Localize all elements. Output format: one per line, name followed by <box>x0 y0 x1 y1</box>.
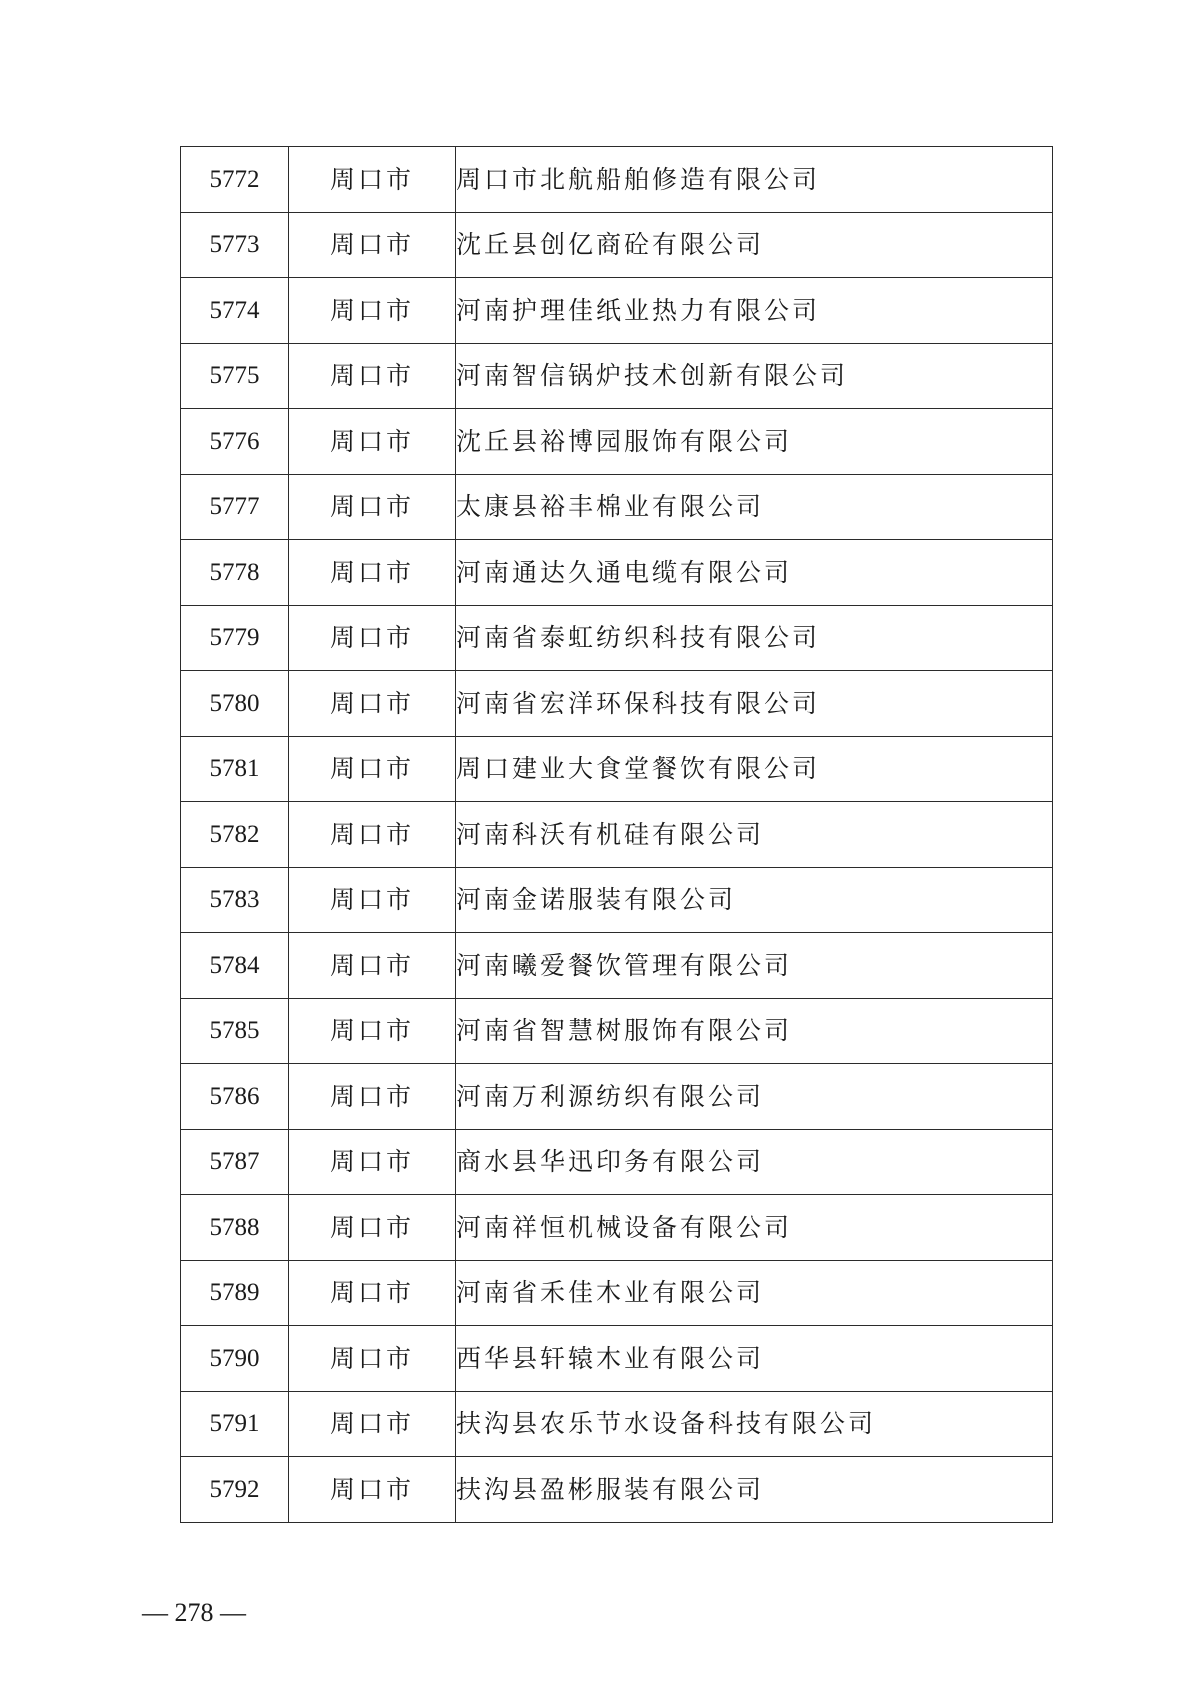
row-number-cell: 5778 <box>181 540 289 606</box>
city-cell: 周口市 <box>289 212 456 278</box>
table-row <box>181 1260 1053 1326</box>
company-name-cell: 河南护理佳纸业热力有限公司 <box>456 278 1053 344</box>
row-number-cell: 5790 <box>181 1326 289 1392</box>
table-row <box>181 1391 1053 1457</box>
city-cell: 周口市 <box>289 409 456 475</box>
table-row <box>181 409 1053 475</box>
company-name-cell: 河南金诺服装有限公司 <box>456 867 1053 933</box>
company-name-cell: 周口建业大食堂餐饮有限公司 <box>456 736 1053 802</box>
company-name-cell: 河南省宏洋环保科技有限公司 <box>456 671 1053 737</box>
row-number-cell: 5772 <box>181 147 289 213</box>
row-number-cell: 5774 <box>181 278 289 344</box>
city-cell: 周口市 <box>289 1391 456 1457</box>
row-number-cell: 5792 <box>181 1457 289 1523</box>
company-name-cell: 扶沟县农乐节水设备科技有限公司 <box>456 1391 1053 1457</box>
company-name-cell: 河南万利源纺织有限公司 <box>456 1064 1053 1130</box>
company-name-cell: 河南省禾佳木业有限公司 <box>456 1260 1053 1326</box>
company-name-cell: 河南智信锅炉技术创新有限公司 <box>456 343 1053 409</box>
row-number-cell: 5779 <box>181 605 289 671</box>
row-number-cell: 5775 <box>181 343 289 409</box>
row-number-cell: 5782 <box>181 802 289 868</box>
table-row <box>181 1129 1053 1195</box>
table-row <box>181 671 1053 737</box>
city-cell: 周口市 <box>289 474 456 540</box>
company-name-cell: 西华县轩辕木业有限公司 <box>456 1326 1053 1392</box>
row-number-cell: 5787 <box>181 1129 289 1195</box>
table-row <box>181 802 1053 868</box>
company-name-cell: 太康县裕丰棉业有限公司 <box>456 474 1053 540</box>
row-number-cell: 5780 <box>181 671 289 737</box>
company-list-table <box>180 146 1053 1523</box>
table-row <box>181 933 1053 999</box>
row-number-cell: 5789 <box>181 1260 289 1326</box>
row-number-cell: 5777 <box>181 474 289 540</box>
table-row <box>181 736 1053 802</box>
row-number-cell: 5791 <box>181 1391 289 1457</box>
table-row <box>181 278 1053 344</box>
page-number: — 278 — <box>142 1598 246 1627</box>
row-number-cell: 5786 <box>181 1064 289 1130</box>
city-cell: 周口市 <box>289 671 456 737</box>
company-name-cell: 周口市北航船舶修造有限公司 <box>456 147 1053 213</box>
city-cell: 周口市 <box>289 278 456 344</box>
city-cell: 周口市 <box>289 933 456 999</box>
city-cell: 周口市 <box>289 736 456 802</box>
company-name-cell: 河南省智慧树服饰有限公司 <box>456 998 1053 1064</box>
company-name-cell: 河南科沃有机硅有限公司 <box>456 802 1053 868</box>
row-number-cell: 5781 <box>181 736 289 802</box>
row-number-cell: 5788 <box>181 1195 289 1261</box>
table-row <box>181 605 1053 671</box>
row-number-cell: 5784 <box>181 933 289 999</box>
city-cell: 周口市 <box>289 867 456 933</box>
row-number-cell: 5785 <box>181 998 289 1064</box>
table-row <box>181 212 1053 278</box>
city-cell: 周口市 <box>289 1260 456 1326</box>
city-cell: 周口市 <box>289 1195 456 1261</box>
table-row <box>181 1457 1053 1523</box>
city-cell: 周口市 <box>289 605 456 671</box>
city-cell: 周口市 <box>289 343 456 409</box>
company-name-cell: 河南曦爱餐饮管理有限公司 <box>456 933 1053 999</box>
row-number-cell: 5776 <box>181 409 289 475</box>
table-row <box>181 867 1053 933</box>
city-cell: 周口市 <box>289 998 456 1064</box>
company-name-cell: 河南省泰虹纺织科技有限公司 <box>456 605 1053 671</box>
company-name-cell: 河南祥恒机械设备有限公司 <box>456 1195 1053 1261</box>
table-row <box>181 998 1053 1064</box>
row-number-cell: 5783 <box>181 867 289 933</box>
table-row <box>181 474 1053 540</box>
company-name-cell: 扶沟县盈彬服装有限公司 <box>456 1457 1053 1523</box>
company-name-cell: 沈丘县裕博园服饰有限公司 <box>456 409 1053 475</box>
table-row <box>181 1195 1053 1261</box>
city-cell: 周口市 <box>289 147 456 213</box>
city-cell: 周口市 <box>289 540 456 606</box>
company-name-cell: 商水县华迅印务有限公司 <box>456 1129 1053 1195</box>
city-cell: 周口市 <box>289 1326 456 1392</box>
city-cell: 周口市 <box>289 1064 456 1130</box>
table-row <box>181 1064 1053 1130</box>
table-row <box>181 540 1053 606</box>
company-name-cell: 河南通达久通电缆有限公司 <box>456 540 1053 606</box>
table-row <box>181 343 1053 409</box>
row-number-cell: 5773 <box>181 212 289 278</box>
company-name-cell: 沈丘县创亿商砼有限公司 <box>456 212 1053 278</box>
table-row <box>181 1326 1053 1392</box>
city-cell: 周口市 <box>289 1457 456 1523</box>
city-cell: 周口市 <box>289 802 456 868</box>
table-body <box>181 147 1053 1523</box>
city-cell: 周口市 <box>289 1129 456 1195</box>
table-row <box>181 147 1053 213</box>
